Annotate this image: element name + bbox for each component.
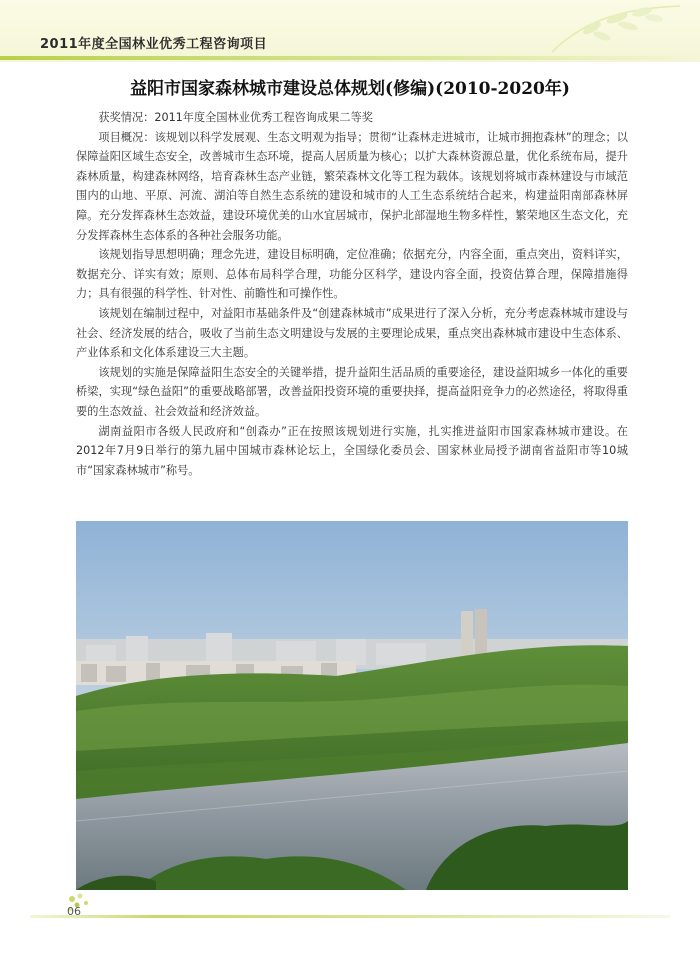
- award-paragraph: 获奖情况：2011年度全国林业优秀工程咨询成果二等奖: [98, 111, 373, 124]
- document-title: 益阳市国家森林城市建设总体规划(修编)(2010-2020年): [130, 79, 570, 99]
- overview-paragraph: 项目概况：该规划以科学发展观、生态文明观为指导；贯彻“让森林走进城市，让城市拥抱森林”的理念；以保障益阳区域生态安全，改善城市生态环境，提高人居质量为核心；以扩大森林资源总量，优化系统布局，提升森林质量，构建森林网络，培育森林生态产业链，繁荣森林文化等工程为载体。该规划将城市森林建设与市域范围内的山地、平原、河流、湖泊等自然生态系统的建设和城市的人工生态系统结合起来，构建益阳南部森林屏障。充分发挥森林生态效益，建设环境优美的山水宜居城市，保护北部湿地生物多样性，繁荣地区生态文化，充分发挥森林生态体系的各种社会服务功能。: [76, 130, 628, 242]
- page-header: [0, 0, 700, 62]
- significance-paragraph: 该规划的实施是保障益阳生态安全的关键举措，提升益阳生活品质的重要途径，建设益阳城乡一体化的重要桥梁，实现“绿色益阳”的重要战略部署，改善益阳投资环境的重要抉择，提高益阳竞争力的必然途径，将取得重要的生态效益、社会效益和经济效益。: [76, 365, 628, 418]
- page-number: 06: [67, 905, 81, 918]
- document-body: [76, 108, 628, 480]
- header-title: 2011年度全国林业优秀工程咨询项目: [40, 37, 268, 52]
- implementation-paragraph: 湖南益阳市各级人民政府和“创森办”正在按照该规划进行实施，扎实推进益阳市国家森林城市建设。在2012年7月9日举行的第九届中国城市森林论坛上，全国绿化委员会、国家林业局授予湖南省益阳市等10城市“国家森林城市”称号。: [76, 424, 628, 477]
- leaf-decoration-icon: [532, 2, 682, 56]
- footer-divider: [30, 915, 670, 918]
- city-forest-photo: [76, 521, 628, 890]
- guideline-paragraph: 该规划指导思想明确；理念先进，建设目标明确，定位准确；依据充分，内容全面，重点突出，资料详实，数据充分、详实有效；原则、总体布局科学合理，功能分区科学，建设内容全面，投资估算合理，保障措施得力；具有很强的科学性、针对性、前瞻性和可操作性。: [76, 248, 628, 301]
- header-divider: [0, 56, 700, 60]
- analysis-paragraph: 该规划在编制过程中，对益阳市基础条件及“创建森林城市”成果进行了深入分析，充分考虑森林城市建设与社会、经济发展的结合，吸收了当前生态文明建设与发展的主要理论成果，重点突出森林城市建设中生态体系、产业体系和文化体系建设三大主题。: [76, 306, 628, 360]
